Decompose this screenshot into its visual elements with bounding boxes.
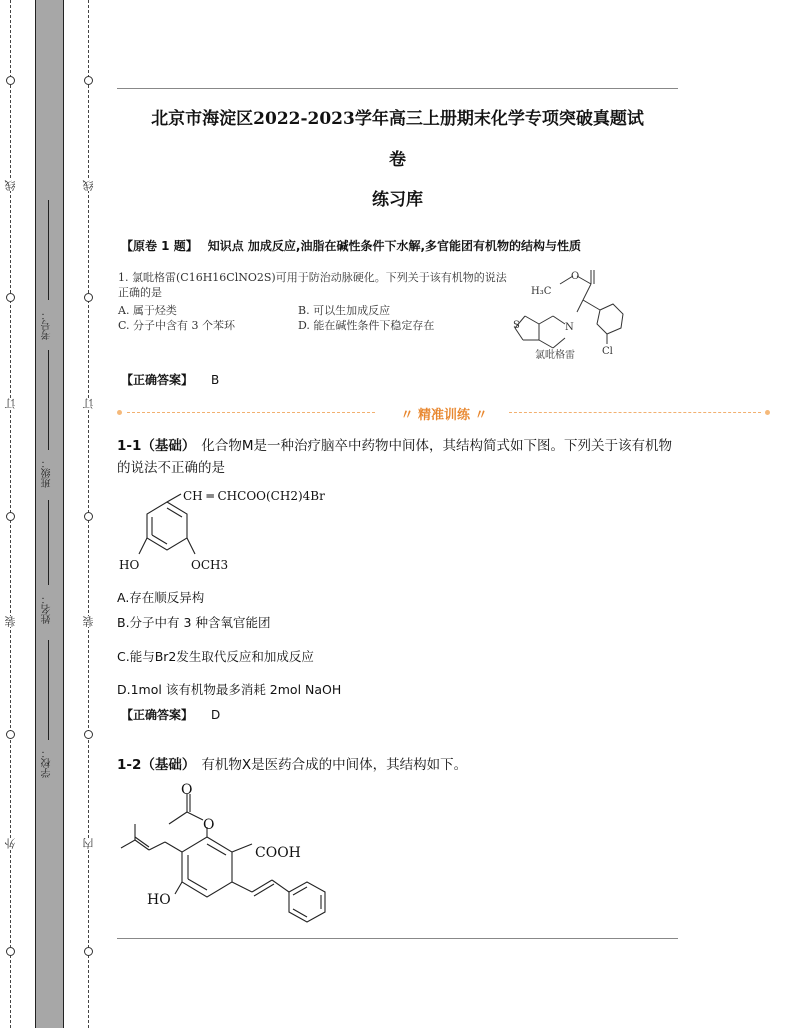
punch-hole (84, 947, 93, 956)
answer-value: B (211, 373, 220, 387)
molecule-name: 氯吡格雷 (535, 350, 575, 361)
compound-x-structure (117, 782, 347, 932)
punch-hole (84, 730, 93, 739)
compound-m-structure (117, 484, 357, 579)
punch-hole (84, 293, 93, 302)
orig-option-a: A. 属于烃类 (118, 304, 177, 317)
page-title: 北京市海淀区2022-2023学年高三上册期末化学专项突破真题试 (151, 109, 644, 129)
q11-mol-chain: CH ═ CHCOO(CH2)4Br (183, 489, 325, 503)
field-line (48, 200, 49, 300)
punch-hole (6, 293, 15, 302)
question-1-1 (117, 435, 678, 479)
svg-text:H₃C: H₃C (531, 286, 552, 297)
q11-option-b: B.分子中有 3 种含氧官能团 (117, 615, 271, 630)
punch-hole (84, 512, 93, 521)
svg-text:N: N (565, 322, 574, 333)
original-answer (121, 371, 219, 388)
q11-mol-och3: OCH3 (191, 558, 229, 572)
punch-hole (84, 76, 93, 85)
q12-mol-o: O (181, 782, 193, 798)
inner-label-ding: 订 (82, 398, 95, 409)
q11-answer (121, 706, 220, 723)
q12-label: 1-2（基础） (117, 757, 196, 773)
q11-text: 化合物M是一种治疗脑卒中药物中间体，其结构简式如下图。下列关于该有机物的说法不正确的是 (117, 438, 673, 476)
stem-number: 1. (118, 271, 129, 284)
question-1-2 (117, 754, 678, 776)
original-question-header (121, 237, 581, 254)
outer-label-xian: 线 (4, 180, 17, 191)
field-name: 姓名： (42, 594, 53, 624)
clopidogrel-structure (505, 262, 630, 362)
punch-hole (6, 76, 15, 85)
punch-hole (6, 947, 15, 956)
original-label: 【原卷 1 题】 (121, 239, 198, 253)
punch-hole (6, 512, 15, 521)
svg-text:S: S (513, 320, 520, 331)
binding-strip (0, 0, 100, 1028)
field-line (48, 500, 49, 585)
q12-text: 有机物X是医药合成的中间体，其结构如下。 (201, 757, 468, 773)
orig-option-d: D. 能在碱性条件下稳定存在 (298, 319, 435, 332)
q12-mol-ho: HO (147, 892, 171, 908)
q11-mol-ho: HO (119, 558, 140, 572)
page-title-cont: 卷 (389, 150, 406, 170)
answer-value: D (211, 708, 221, 722)
outer-label-zhuang: 装 (4, 616, 17, 627)
answer-label: 【正确答案】 (121, 708, 194, 722)
q11-option-c: C.能与Br2发生取代反应和加成反应 (117, 649, 314, 664)
orig-option-c: C. 分子中含有 3 个苯环 (118, 319, 236, 332)
q11-option-a: A.存在顺反异构 (117, 590, 205, 605)
section-divider (117, 402, 771, 424)
outer-label-wai: 外 (4, 838, 17, 849)
inner-label-nei: 内 (82, 838, 95, 849)
gray-binding-bar (35, 0, 64, 1028)
header-rule (117, 88, 678, 89)
q12-mol-cooh: COOH (255, 845, 301, 861)
orig-option-b: B. 可以生加成反应 (298, 304, 391, 317)
inner-label-zhuang: 装 (82, 616, 95, 627)
clopidogrel-o: O (571, 271, 580, 282)
section-title: 〃 精准训练 〃 (400, 408, 488, 423)
outer-label-ding: 订 (4, 398, 17, 409)
original-stem (118, 270, 507, 300)
stem-text-2: 正确的是 (118, 286, 162, 299)
q11-option-d: D.1mol 该有机物最多消耗 2mol NaOH (117, 682, 342, 697)
stem-text: 氯吡格雷(C16H16ClNO2S)可用于防治动脉硬化。下列关于该有机物的说法 (132, 271, 507, 284)
page-subtitle: 练习库 (372, 190, 423, 210)
field-line (48, 350, 49, 450)
field-school: 学校： (42, 748, 53, 778)
field-exam-number: 考号： (42, 310, 53, 340)
answer-label: 【正确答案】 (121, 373, 194, 387)
field-line (48, 640, 49, 740)
svg-text:Cl: Cl (602, 346, 613, 357)
inner-label-xian: 线 (82, 180, 95, 191)
q12-mol-o2: O (203, 817, 215, 833)
field-class: 班级： (42, 458, 53, 488)
q11-label: 1-1（基础） (117, 438, 196, 454)
footer-rule (117, 938, 678, 939)
punch-hole (6, 730, 15, 739)
knowledge-points: 知识点 加成反应,油脂在碱性条件下水解,多官能团有机物的结构与性质 (207, 239, 582, 253)
